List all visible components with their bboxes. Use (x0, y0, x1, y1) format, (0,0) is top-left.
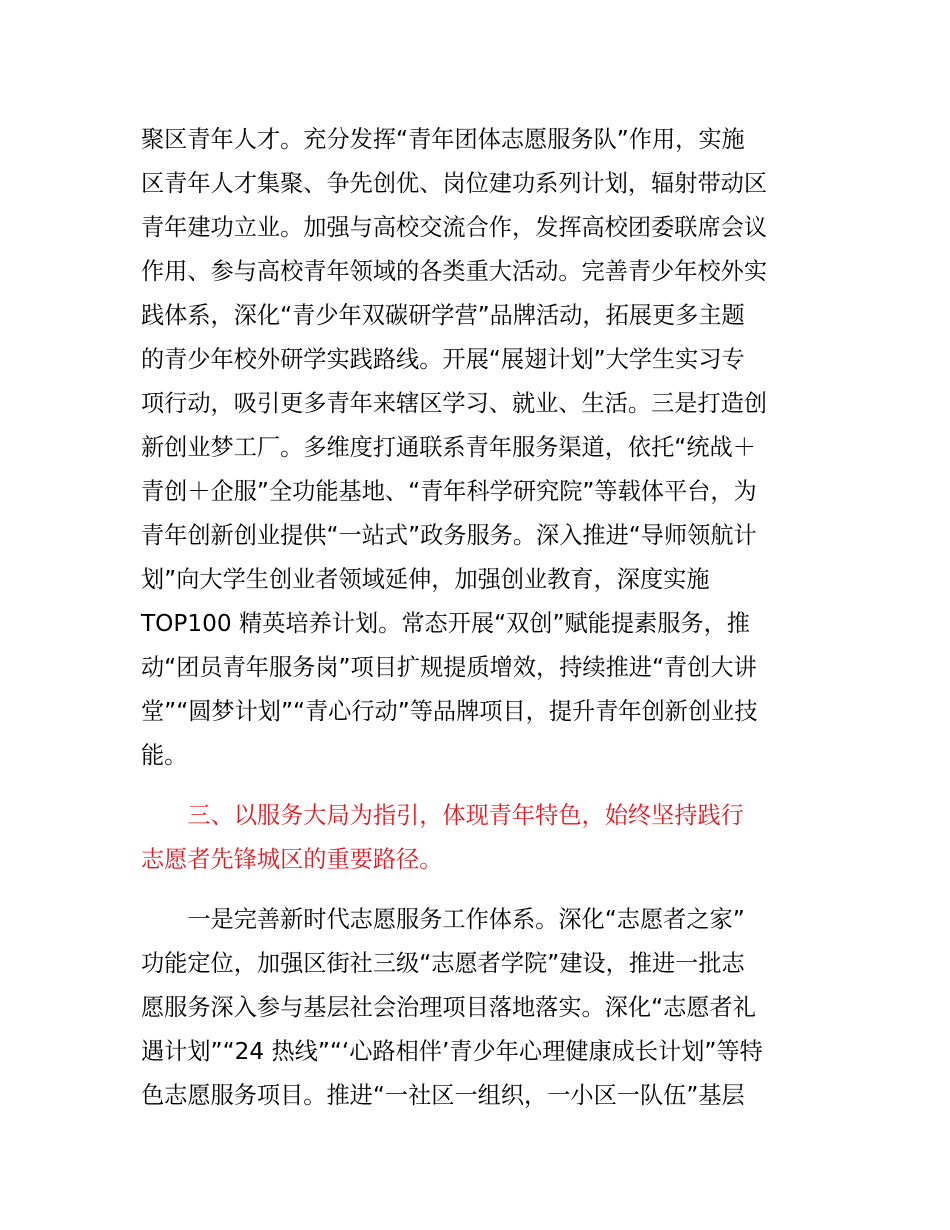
paragraph-continued (141, 118, 813, 778)
text-line: 青创＋企服”全功能基地、“青年科学研究院”等载体平台，为 (141, 478, 757, 505)
text-line: 愿服务深入参与基层社会治理项目落地落实。深化“志愿者礼 (141, 994, 756, 1021)
text-line: 能。 (141, 742, 188, 769)
section-heading (141, 794, 813, 882)
text-line: 聚区青年人才。充分发挥“青年团体志愿服务队”作用，实施 (141, 126, 745, 153)
text-line: 区青年人才集聚、争先创优、岗位建功系列计划，辐射带动区 (141, 170, 768, 197)
text-line: 功能定位，加强区街社三级“志愿者学院”建设，推进一批志 (141, 950, 745, 977)
text-line: 动“团员青年服务岗”项目扩规提质增效，持续推进“青创大讲 (141, 654, 757, 681)
text-line: 青年创新创业提供“一站式”政务服务。深入推进“导师领航计 (141, 522, 757, 549)
text-line: 划”向大学生创业者领域延伸，加强创业教育，深度实施 (141, 566, 710, 593)
text-line: 青年建功立业。加强与高校交流合作，发挥高校团委联席会议 (141, 214, 768, 241)
heading-line: 三、以服务大局为指引，体现青年特色，始终坚持践行 (141, 802, 744, 829)
text-line: 践体系，深化“青少年双碳研学营”品牌活动，拓展更多主题 (141, 302, 745, 329)
text-line: 项行动，吸引更多青年来辖区学习、就业、生活。三是打造创 (141, 390, 768, 417)
paragraph-spacer (141, 778, 813, 794)
paragraph-volunteer-system (141, 898, 813, 1118)
text-line: 一是完善新时代志愿服务工作体系。深化“志愿者之家” (141, 906, 745, 933)
text-line: 堂”“圆梦计划”“青心行动”等品牌项目，提升青年创新创业技 (141, 698, 758, 725)
text-line: 遇计划”“24 热线”“‘心路相伴’青少年心理健康成长计划”等特 (141, 1038, 763, 1065)
document-body (141, 118, 813, 1118)
text-line: 色志愿服务项目。推进“一社区一组织，一小区一队伍”基层 (141, 1082, 745, 1109)
text-line: 作用、参与高校青年领域的各类重大活动。完善青少年校外实 (141, 258, 768, 285)
heading-line: 志愿者先锋城区的重要路径。 (141, 846, 443, 873)
text-line: TOP100 精英培养计划。常态开展“双创”赋能提素服务，推 (141, 610, 750, 637)
paragraph-spacer (141, 882, 813, 898)
text-line: 的青少年校外研学实践路线。开展“展翅计划”大学生实习专 (141, 346, 745, 373)
text-line: 新创业梦工厂。多维度打通联系青年服务渠道，依托“统战＋ (141, 434, 756, 461)
